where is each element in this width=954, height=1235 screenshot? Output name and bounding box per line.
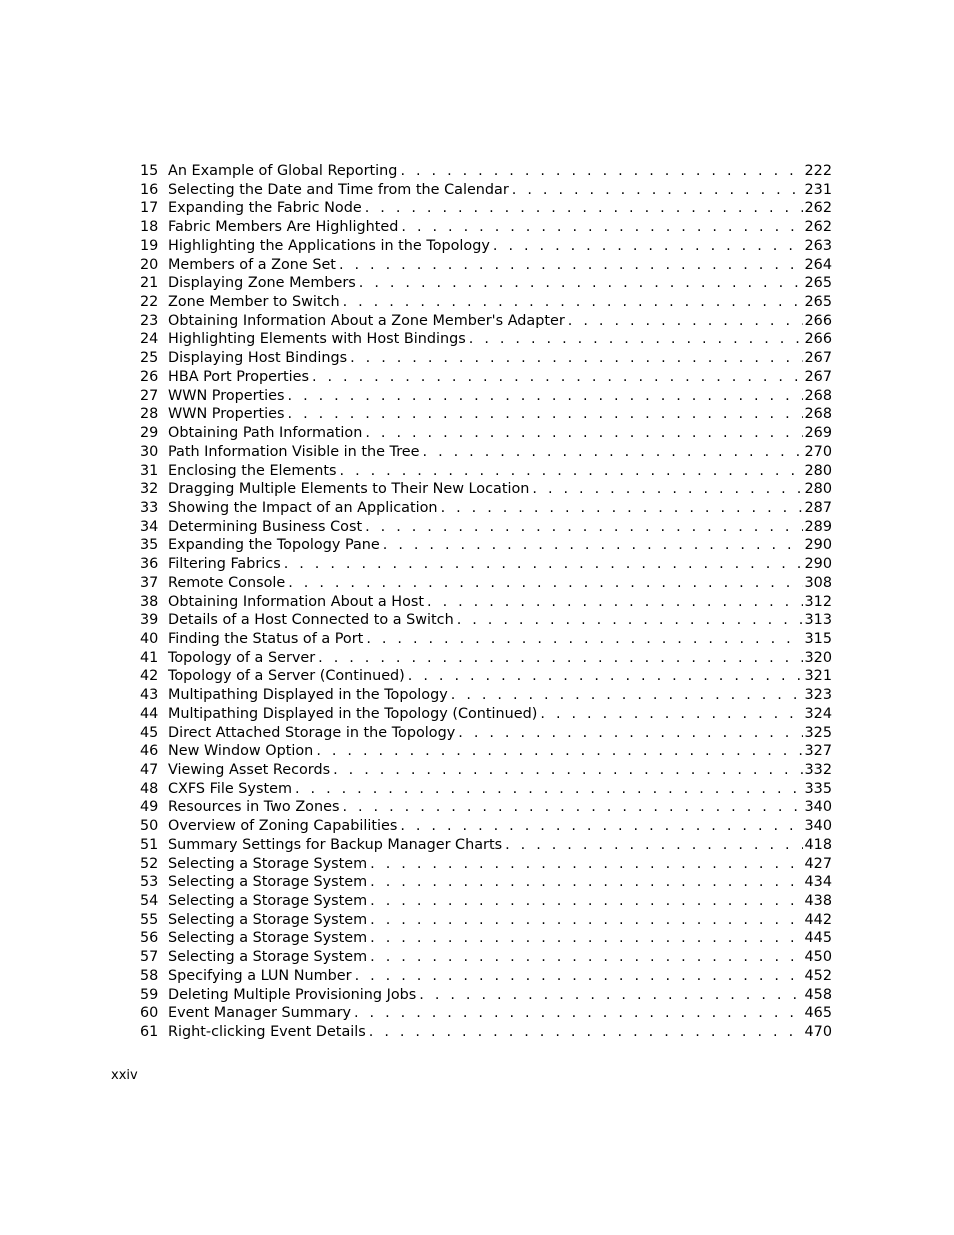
- dot-leader: [532, 480, 802, 499]
- figure-number: 48: [140, 780, 159, 797]
- toc-entry: [140, 181, 832, 200]
- dot-leader: [312, 368, 803, 387]
- figure-title: Selecting a Storage System: [168, 874, 368, 891]
- figure-title: WWN Properties: [168, 406, 285, 423]
- figure-number: 44: [140, 705, 159, 722]
- dot-leader: [370, 855, 802, 874]
- toc-entry: [140, 798, 832, 817]
- dot-leader: [540, 705, 802, 724]
- toc-entry: [140, 480, 832, 499]
- dot-leader: [333, 761, 802, 780]
- figure-number: 35: [140, 537, 159, 554]
- figure-title: Selecting a Storage System: [168, 949, 368, 966]
- dot-leader: [284, 555, 803, 574]
- toc-entry: [140, 293, 832, 312]
- toc-entry: [140, 761, 832, 780]
- figure-number: 57: [140, 949, 159, 966]
- figure-page-number: 313: [804, 612, 832, 629]
- figure-number: 33: [140, 499, 159, 516]
- figure-page-number: 324: [804, 705, 832, 722]
- figure-number: 34: [140, 518, 159, 535]
- toc-entry: [140, 611, 832, 630]
- figure-page-number: 222: [804, 163, 832, 179]
- figure-title: Deleting Multiple Provisioning Jobs: [168, 986, 417, 1003]
- figure-number: 17: [140, 200, 159, 217]
- figure-page-number: 263: [804, 237, 832, 254]
- figure-title: Dragging Multiple Elements to Their New Location: [168, 481, 530, 498]
- figure-title: An Example of Global Reporting: [168, 163, 398, 179]
- toc-entry: [140, 443, 832, 462]
- dot-leader: [369, 1023, 803, 1042]
- toc-entry: [140, 667, 832, 686]
- dot-leader: [288, 405, 803, 424]
- toc-entry: [140, 555, 832, 574]
- figure-page-number: 335: [804, 780, 832, 797]
- figure-page-number: 287: [804, 499, 832, 516]
- figure-number: 23: [140, 312, 159, 329]
- dot-leader: [451, 686, 803, 705]
- dot-leader: [383, 536, 803, 555]
- toc-entry: [140, 330, 832, 349]
- dot-leader: [370, 892, 802, 911]
- toc-entry: [140, 349, 832, 368]
- figure-number: 24: [140, 331, 159, 348]
- figure-title: Finding the Status of a Port: [168, 630, 364, 647]
- figure-title: Viewing Asset Records: [168, 762, 331, 778]
- dot-leader: [408, 667, 803, 686]
- figure-page-number: 320: [804, 649, 832, 666]
- figure-title: Selecting the Date and Time from the Calendar: [168, 181, 509, 198]
- figure-title: Obtaining Information About a Zone Member's Adapter: [168, 312, 565, 329]
- figure-page-number: 418: [804, 836, 832, 853]
- dot-leader: [457, 611, 803, 630]
- figure-page-number: 465: [804, 1005, 832, 1022]
- figure-page-number: 270: [804, 443, 832, 460]
- figure-title: Selecting a Storage System: [168, 893, 368, 910]
- toc-entry: [140, 499, 832, 518]
- figure-number: 20: [140, 256, 159, 273]
- figure-page-number: 442: [804, 911, 832, 928]
- toc-entry: [140, 462, 832, 481]
- figure-number: 28: [140, 406, 159, 423]
- figure-number: 40: [140, 630, 159, 647]
- figure-number: 39: [140, 612, 159, 629]
- figure-number: 53: [140, 874, 159, 891]
- dot-leader: [370, 873, 802, 892]
- dot-leader: [401, 218, 802, 237]
- figure-page-number: 267: [804, 350, 832, 367]
- figure-number: 46: [140, 743, 159, 760]
- figure-number: 31: [140, 462, 159, 479]
- figure-title: Obtaining Path Information: [168, 425, 363, 442]
- page-number: xxiv: [111, 1068, 138, 1083]
- toc-entry: [140, 649, 832, 668]
- figure-title: Path Information Visible in the Tree: [168, 443, 420, 460]
- figure-number: 41: [140, 649, 159, 666]
- toc-entry: [140, 162, 832, 181]
- figure-page-number: 266: [804, 331, 832, 348]
- toc-entry: [140, 817, 832, 836]
- figure-title: Highlighting the Applications in the Topology: [168, 237, 490, 254]
- dot-leader: [365, 424, 802, 443]
- figure-title: WWN Properties: [168, 387, 285, 404]
- figure-number: 61: [140, 1024, 159, 1041]
- toc-entry: [140, 929, 832, 948]
- figure-page-number: 269: [804, 425, 832, 442]
- figure-page-number: 312: [804, 593, 832, 610]
- dot-leader: [400, 817, 802, 836]
- figure-number: 55: [140, 911, 159, 928]
- figure-title: Showing the Impact of an Application: [168, 499, 438, 516]
- figure-page-number: 268: [804, 387, 832, 404]
- dot-leader: [370, 911, 802, 930]
- figure-number: 16: [140, 181, 159, 198]
- figure-title: Determining Business Cost: [168, 518, 363, 535]
- figure-number: 60: [140, 1005, 159, 1022]
- dot-leader: [288, 387, 803, 406]
- figure-page-number: 262: [804, 200, 832, 217]
- figure-page-number: 458: [804, 986, 832, 1003]
- dot-leader: [365, 518, 802, 537]
- figure-page-number: 427: [804, 855, 832, 872]
- toc-entry: [140, 686, 832, 705]
- toc-entry: [140, 237, 832, 256]
- dot-leader: [512, 181, 803, 200]
- toc-entry: [140, 574, 832, 593]
- dot-leader: [366, 630, 802, 649]
- figure-title: Selecting a Storage System: [168, 930, 368, 947]
- figure-title: Expanding the Topology Pane: [168, 537, 380, 554]
- figure-page-number: 308: [804, 574, 832, 591]
- figure-page-number: 280: [804, 462, 832, 479]
- figure-number: 36: [140, 556, 159, 573]
- toc-entry: [140, 199, 832, 218]
- figure-page-number: 445: [804, 930, 832, 947]
- toc-entry: [140, 1023, 832, 1042]
- figure-number: 47: [140, 762, 159, 778]
- figure-title: Event Manager Summary: [168, 1005, 351, 1022]
- figure-page-number: 321: [804, 668, 832, 685]
- figure-page-number: 264: [804, 256, 832, 273]
- dot-leader: [340, 462, 803, 481]
- figure-title: Multipathing Displayed in the Topology (Continued): [168, 705, 538, 722]
- figure-title: New Window Option: [168, 743, 314, 760]
- toc-entry: [140, 536, 832, 555]
- figure-number: 45: [140, 724, 159, 741]
- figure-page-number: 323: [804, 687, 832, 704]
- dot-leader: [458, 724, 802, 743]
- figure-title: Topology of a Server: [168, 649, 316, 666]
- toc-entry: [140, 424, 832, 443]
- toc-entry: [140, 274, 832, 293]
- figure-title: Details of a Host Connected to a Switch: [168, 612, 454, 629]
- figure-page-number: 434: [804, 874, 832, 891]
- toc-entry: [140, 873, 832, 892]
- figure-title: Members of a Zone Set: [168, 256, 336, 273]
- toc-entry: [140, 836, 832, 855]
- dot-leader: [343, 293, 803, 312]
- figure-page-number: 231: [804, 181, 832, 198]
- toc-entry: [140, 368, 832, 387]
- figure-page-number: 280: [804, 481, 832, 498]
- dot-leader: [355, 967, 803, 986]
- figure-page-number: 438: [804, 893, 832, 910]
- toc-entry: [140, 518, 832, 537]
- dot-leader: [493, 237, 803, 256]
- dot-leader: [370, 929, 802, 948]
- list-of-figures: [140, 162, 832, 1042]
- figure-number: 21: [140, 275, 159, 292]
- figure-title: Overview of Zoning Capabilities: [168, 818, 398, 835]
- figure-title: Resources in Two Zones: [168, 799, 340, 816]
- figure-number: 30: [140, 443, 159, 460]
- figure-title: Expanding the Fabric Node: [168, 200, 362, 217]
- figure-number: 50: [140, 818, 159, 835]
- dot-leader: [295, 780, 803, 799]
- figure-title: Topology of a Server (Continued): [168, 668, 405, 685]
- toc-entry: [140, 387, 832, 406]
- dot-leader: [339, 256, 803, 275]
- figure-page-number: 268: [804, 406, 832, 423]
- figure-title: Specifying a LUN Number: [168, 967, 352, 984]
- toc-entry: [140, 986, 832, 1005]
- figure-title: Obtaining Information About a Host: [168, 593, 425, 610]
- figure-page-number: 265: [804, 294, 832, 311]
- dot-leader: [318, 649, 802, 668]
- toc-entry: [140, 967, 832, 986]
- figure-number: 38: [140, 593, 159, 610]
- figure-number: 29: [140, 425, 159, 442]
- figure-page-number: 262: [804, 219, 832, 236]
- figure-title: Selecting a Storage System: [168, 911, 368, 928]
- toc-entry: [140, 724, 832, 743]
- dot-leader: [350, 349, 802, 368]
- figure-page-number: 290: [804, 537, 832, 554]
- figure-page-number: 266: [804, 312, 832, 329]
- dot-leader: [427, 593, 803, 612]
- figure-page-number: 452: [804, 967, 832, 984]
- figure-page-number: 450: [804, 949, 832, 966]
- figure-number: 59: [140, 986, 159, 1003]
- toc-entry: [140, 256, 832, 275]
- figure-number: 25: [140, 350, 159, 367]
- toc-entry: [140, 705, 832, 724]
- figure-number: 51: [140, 836, 159, 853]
- figure-page-number: 340: [804, 818, 832, 835]
- figure-title: Right-clicking Event Details: [168, 1024, 366, 1041]
- figure-page-number: 265: [804, 275, 832, 292]
- toc-entry: [140, 780, 832, 799]
- dot-leader: [400, 162, 802, 181]
- figure-page-number: 290: [804, 556, 832, 573]
- figure-title: Displaying Zone Members: [168, 275, 356, 292]
- dot-leader: [469, 330, 803, 349]
- figure-page-number: 327: [804, 743, 832, 760]
- figure-number: 54: [140, 893, 159, 910]
- figure-title: Filtering Fabrics: [168, 556, 281, 573]
- figure-number: 43: [140, 687, 159, 704]
- toc-entry: [140, 405, 832, 424]
- dot-leader: [568, 312, 803, 331]
- dot-leader: [342, 798, 802, 817]
- figure-page-number: 267: [804, 368, 832, 385]
- toc-entry: [140, 312, 832, 331]
- figure-number: 19: [140, 237, 159, 254]
- figure-number: 49: [140, 799, 159, 816]
- figure-number: 27: [140, 387, 159, 404]
- dot-leader: [359, 274, 803, 293]
- figure-number: 26: [140, 368, 159, 385]
- figure-title: Remote Console: [168, 574, 286, 591]
- dot-leader: [370, 948, 802, 967]
- figure-page-number: 340: [804, 799, 832, 816]
- figure-number: 15: [140, 163, 159, 179]
- figure-number: 37: [140, 574, 159, 591]
- figure-title: HBA Port Properties: [168, 368, 309, 385]
- figure-page-number: 289: [804, 518, 832, 535]
- dot-leader: [441, 499, 803, 518]
- toc-entry: [140, 855, 832, 874]
- toc-entry: [140, 593, 832, 612]
- dot-leader: [316, 742, 802, 761]
- figure-title: Summary Settings for Backup Manager Charts: [168, 836, 503, 853]
- figure-number: 58: [140, 967, 159, 984]
- figure-page-number: 332: [804, 762, 832, 778]
- figure-number: 18: [140, 219, 159, 236]
- figure-title: Zone Member to Switch: [168, 294, 340, 311]
- figure-title: Highlighting Elements with Host Bindings: [168, 331, 466, 348]
- dot-leader: [365, 199, 803, 218]
- figure-title: Displaying Host Bindings: [168, 350, 348, 367]
- figure-title: Multipathing Displayed in the Topology: [168, 687, 448, 704]
- toc-entry: [140, 948, 832, 967]
- toc-entry: [140, 1004, 832, 1023]
- dot-leader: [288, 574, 802, 593]
- figure-title: Enclosing the Elements: [168, 462, 337, 479]
- dot-leader: [505, 836, 802, 855]
- figure-title: Direct Attached Storage in the Topology: [168, 724, 456, 741]
- dot-leader: [423, 443, 803, 462]
- figure-page-number: 325: [804, 724, 832, 741]
- figure-number: 52: [140, 855, 159, 872]
- figure-number: 32: [140, 481, 159, 498]
- figure-number: 56: [140, 930, 159, 947]
- figure-page-number: 470: [804, 1024, 832, 1041]
- dot-leader: [354, 1004, 803, 1023]
- toc-entry: [140, 892, 832, 911]
- figure-page-number: 315: [804, 630, 832, 647]
- toc-entry: [140, 742, 832, 761]
- toc-entry: [140, 630, 832, 649]
- figure-number: 42: [140, 668, 159, 685]
- figure-title: Selecting a Storage System: [168, 855, 368, 872]
- dot-leader: [419, 986, 802, 1005]
- toc-entry: [140, 218, 832, 237]
- figure-title: Fabric Members Are Highlighted: [168, 219, 399, 236]
- toc-entry: [140, 911, 832, 930]
- figure-number: 22: [140, 294, 159, 311]
- figure-title: CXFS File System: [168, 780, 292, 797]
